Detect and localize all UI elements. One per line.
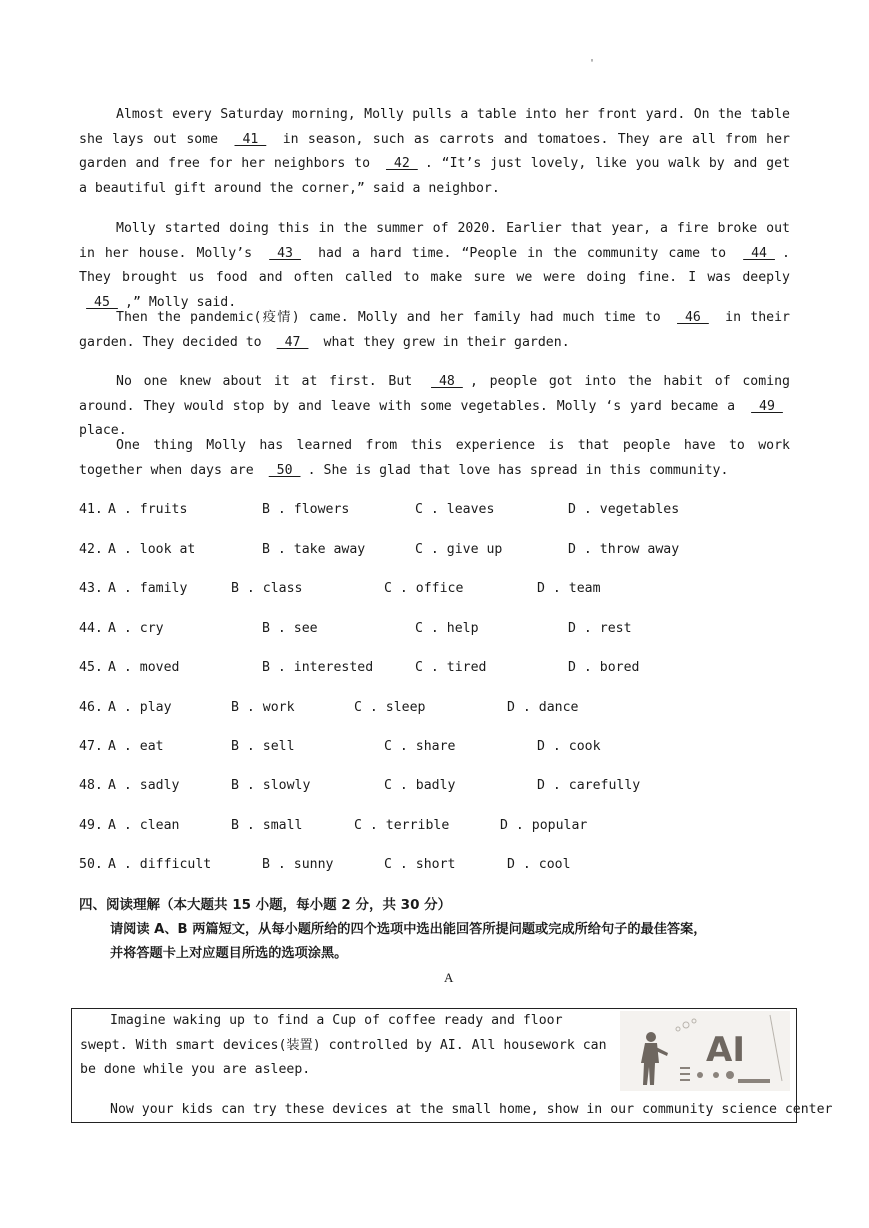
option-a: A . sadly	[108, 778, 180, 793]
page-mark: '	[589, 58, 596, 69]
passage-a-paragraph-2: Now your kids can try these devices at the small home, show in our community science center	[110, 1102, 833, 1117]
option-b: B . interested	[262, 660, 374, 675]
option-a: A . family	[108, 581, 188, 596]
option-d: D . cool	[507, 857, 571, 872]
option-c: C . leaves	[415, 502, 495, 517]
option-d: D . team	[537, 581, 601, 596]
blank-48: 48	[431, 374, 463, 389]
option-c: C . sleep	[354, 700, 426, 715]
passage-paragraph-4: No one knew about it at first. But 48 , people got into the habit of coming around. They would stop by and leave with some vegetables. Molly ‘s yard became a 49 place.	[79, 370, 790, 444]
question-44: 44. A . cry B . see C . help D . rest	[79, 619, 111, 639]
option-c: C . tired	[415, 660, 487, 675]
option-a: A . clean	[108, 818, 180, 833]
option-d: D . vegetables	[568, 502, 680, 517]
option-d: D . bored	[568, 660, 640, 675]
question-48: 48. A . sadly B . slowly C . badly D . carefully	[79, 776, 111, 796]
passage-paragraph-1: Almost every Saturday morning, Molly pulls a table into her front yard. On the table she lays out some 41 in season, such as carrots and tomatoes. They are all from her garden and free for her neighbors to 42 . “It’s just lovely, like you walk by and get a beautiful gift around the corner,” said a neighbor.	[79, 107, 791, 196]
option-b: B . slowly	[231, 778, 311, 793]
question-50: 50. A . difficult B . sunny C . short D . cool	[79, 855, 111, 875]
question-46: 46. A . play B . work C . sleep D . dance	[79, 698, 111, 718]
option-b: B . take away	[262, 542, 366, 557]
passage-paragraph-2: Molly started doing this in the summer of 2020. Earlier that year, a fire broke out in her house. Molly’s 43 had a hard time. “People in the community came to 44 . They brought us food and often called to make sure we were doing fine. I was deeply 45 ,” Molly said.	[79, 217, 790, 315]
blank-50: 50	[268, 462, 301, 478]
question-42: 42. A . look at B . take away C . give up D . throw away	[79, 540, 111, 560]
option-b: B . sunny	[262, 857, 334, 872]
blank-47: 47	[276, 334, 309, 350]
passage-a-box	[71, 1008, 833, 1123]
option-d: D . rest	[568, 621, 632, 636]
option-c: C . give up	[415, 542, 503, 557]
question-45: 45. A . moved B . interested C . tired D . bored	[79, 658, 111, 678]
option-b: B . sell	[231, 739, 295, 754]
option-a: A . moved	[108, 660, 180, 675]
option-b: B . work	[231, 700, 295, 715]
blank-42: 42	[385, 156, 418, 172]
option-d: D . throw away	[568, 542, 680, 557]
option-d: D . cook	[537, 739, 601, 754]
blank-43: 43	[269, 245, 301, 261]
option-d: D . popular	[500, 818, 588, 833]
passage-paragraph-5: One thing Molly has learned from this experience is that people have to work together when days are 50 . She is glad that love has spread in this community.	[79, 434, 790, 483]
option-b: B . class	[231, 581, 303, 596]
question-41: 41. A . fruits B . flowers C . leaves D . vegetables	[79, 500, 111, 520]
option-a: A . eat	[108, 739, 164, 754]
option-a: A . fruits	[108, 502, 188, 517]
option-c: C . office	[384, 581, 464, 596]
blank-44: 44	[743, 245, 775, 261]
option-a: A . play	[108, 700, 172, 715]
question-49: 49. A . clean B . small C . terrible D . popular	[79, 816, 111, 836]
passage-a-paragraph-1: Imagine waking up to find a Cup of coffee ready and floor swept. With smart devices(装置) controlled by AI. All housework can be done while you are asleep.	[80, 1013, 607, 1078]
passage-paragraph-3: Then the pandemic(疫情) came. Molly and her family had much time to 46 in their garden. They decided to 47 what they grew in their garden.	[79, 306, 790, 355]
section-instruction-1: 请阅读 A、B 两篇短文，从每小题所给的四个选项中选出能回答所提问题或完成所给句子的最佳答案，	[110, 922, 707, 937]
ai-illustration	[620, 1011, 790, 1091]
option-c: C . share	[384, 739, 456, 754]
option-b: B . see	[262, 621, 318, 636]
question-43: 43. A . family B . class C . office D . team	[79, 579, 111, 599]
option-d: D . carefully	[537, 778, 641, 793]
option-b: B . small	[231, 818, 303, 833]
part-label: A	[444, 970, 454, 985]
option-c: C . terrible	[354, 818, 450, 833]
blank-46: 46	[677, 310, 709, 325]
option-b: B . flowers	[262, 502, 350, 517]
section-instruction-2: 并将答题卡上对应题目所选的选项涂黑。	[110, 946, 348, 961]
option-c: C . short	[384, 857, 456, 872]
section-title: 四、阅读理解（本大题共 15 小题，每小题 2 分，共 30 分）	[79, 897, 452, 913]
option-a: A . look at	[108, 542, 196, 557]
option-c: C . help	[415, 621, 479, 636]
option-a: A . difficult	[108, 857, 212, 872]
option-a: A . cry	[108, 621, 164, 636]
option-c: C . badly	[384, 778, 456, 793]
blank-49: 49	[751, 398, 783, 414]
blank-45: 45	[86, 294, 118, 310]
option-d: D . dance	[507, 700, 579, 715]
blank-41: 41	[234, 131, 267, 147]
ai-image-text: AI	[706, 1030, 745, 1070]
question-47: 47. A . eat B . sell C . share D . cook	[79, 737, 111, 757]
